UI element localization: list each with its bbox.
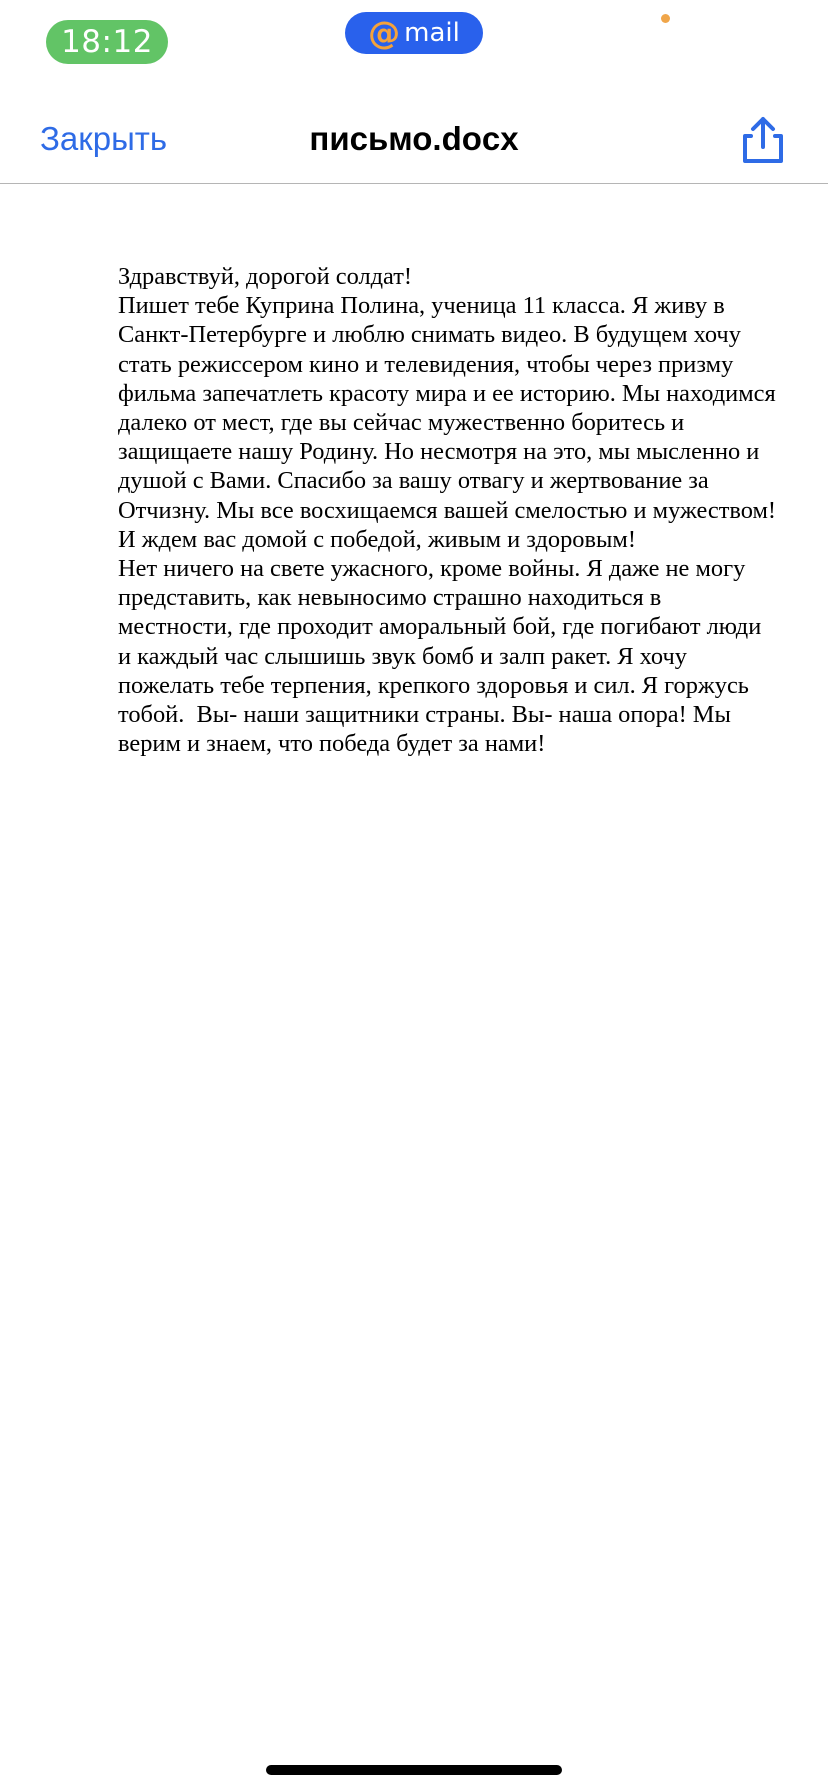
mail-at-icon: @ bbox=[368, 14, 401, 52]
mail-app-return-pill[interactable] bbox=[345, 12, 483, 54]
document-title: письмо.docx bbox=[309, 120, 519, 157]
navigation-bar bbox=[0, 90, 828, 184]
close-button[interactable]: Закрыть bbox=[40, 120, 168, 157]
document-paragraph: Пишет тебе Куприна Полина, ученица 11 класса. Я живу в Санкт-Петербурге и люблю снимать видео. В будущем хочу стать режиссером кино и телевидения, чтобы через призму фильма запечатлеть красоту мира и ее историю. Мы находимся далеко от мест, где вы сейчас мужественно боритесь и защищаете нашу Родину. Но несмотря на это, мы мысленно и душой с Вами. Спасибо за вашу отвагу и жертвование за Отчизну. Мы все восхищаемся вашей смелостью и мужеством! И ждем вас домой с победой, живым и здоровым! bbox=[118, 292, 777, 553]
document-body bbox=[118, 262, 778, 758]
share-icon bbox=[740, 115, 786, 167]
privacy-indicator-dot bbox=[661, 14, 670, 23]
status-bar bbox=[0, 0, 828, 90]
share-button[interactable] bbox=[740, 115, 786, 167]
home-indicator[interactable] bbox=[266, 1765, 562, 1775]
document-paragraph: Нет ничего на свете ужасного, кроме войны. Я даже не могу представить, как невыносимо страшно находиться в местности, где проходит аморальный бой, где погибают люди и каждый час слышишь звук бомб и залп ракет. Я хочу пожелать тебе терпения, крепкого здоровья и сил. Я горжусь тобой. Вы- наши защитники страны. Вы- наша опора! Мы верим и знаем, что победа будет за нами! bbox=[118, 555, 768, 758]
time-indicator[interactable]: 18:12 bbox=[46, 20, 168, 64]
mail-app-label: mail bbox=[404, 18, 460, 48]
document-paragraph: Здравствуй, дорогой солдат! bbox=[118, 263, 413, 290]
